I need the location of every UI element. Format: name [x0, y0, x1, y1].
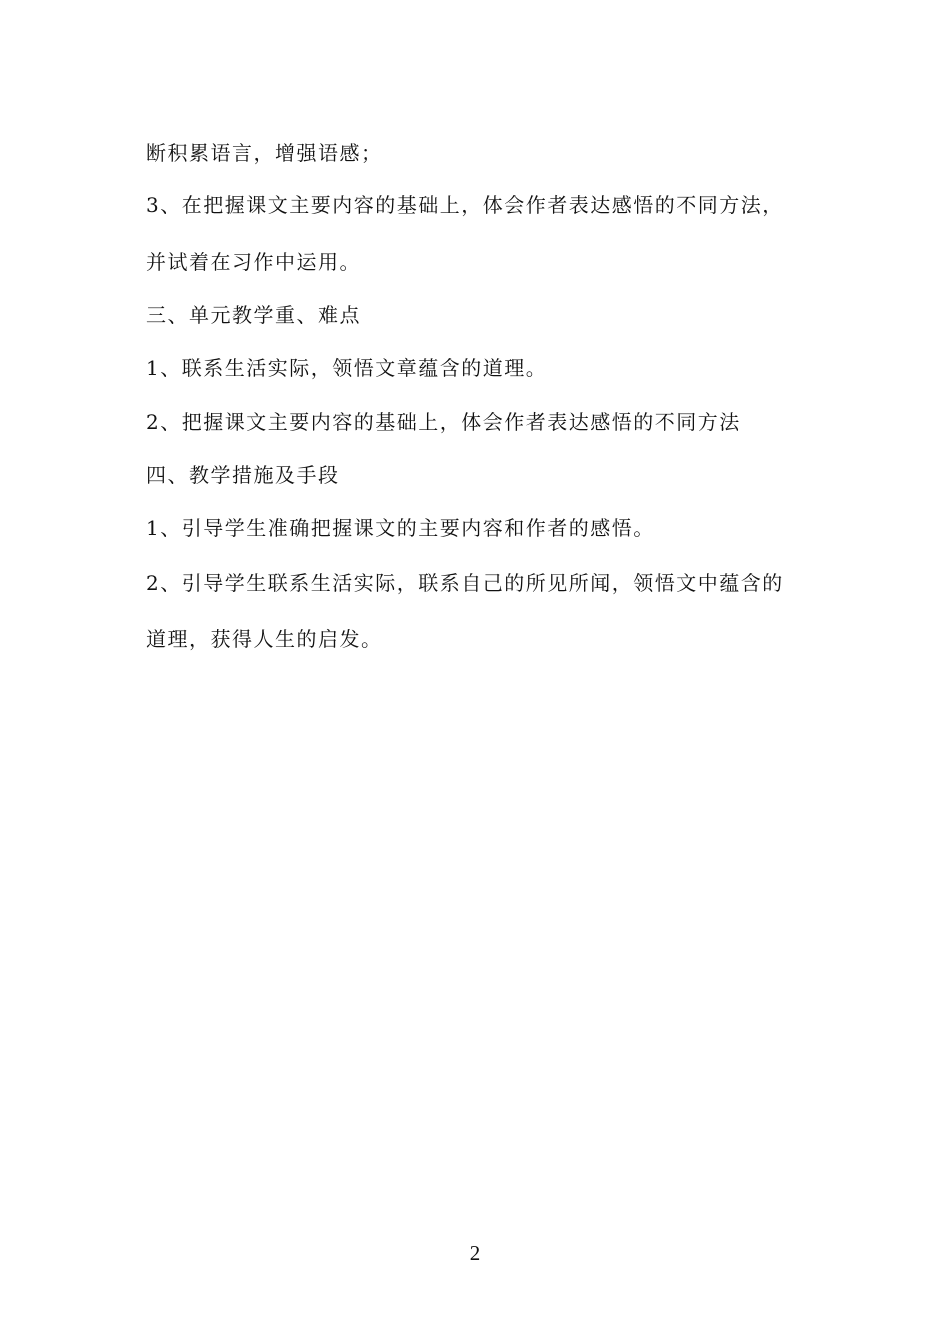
- text-line-8: 1、引导学生准确把握课文的主要内容和作者的感悟。: [146, 516, 655, 540]
- text-line-6: 2、把握课文主要内容的基础上，体会作者表达感悟的不同方法: [146, 410, 741, 434]
- text-line-10: 道理，获得人生的启发。: [146, 627, 383, 651]
- page-number: 2: [469, 1241, 481, 1265]
- section-heading-key-points: 三、单元教学重、难点: [146, 303, 361, 327]
- text-line-9: 2、引导学生联系生活实际，联系自己的所见所闻，领悟文中蕴含的: [146, 571, 784, 595]
- text-line-5: 1、联系生活实际，领悟文章蕴含的道理。: [146, 356, 548, 380]
- text-line-1: 断积累语言，增强语感；: [146, 141, 383, 165]
- text-line-2: 3、在把握课文主要内容的基础上，体会作者表达感悟的不同方法，: [146, 193, 784, 217]
- section-heading-measures: 四、教学措施及手段: [146, 463, 340, 487]
- text-line-3: 并试着在习作中运用。: [146, 250, 361, 274]
